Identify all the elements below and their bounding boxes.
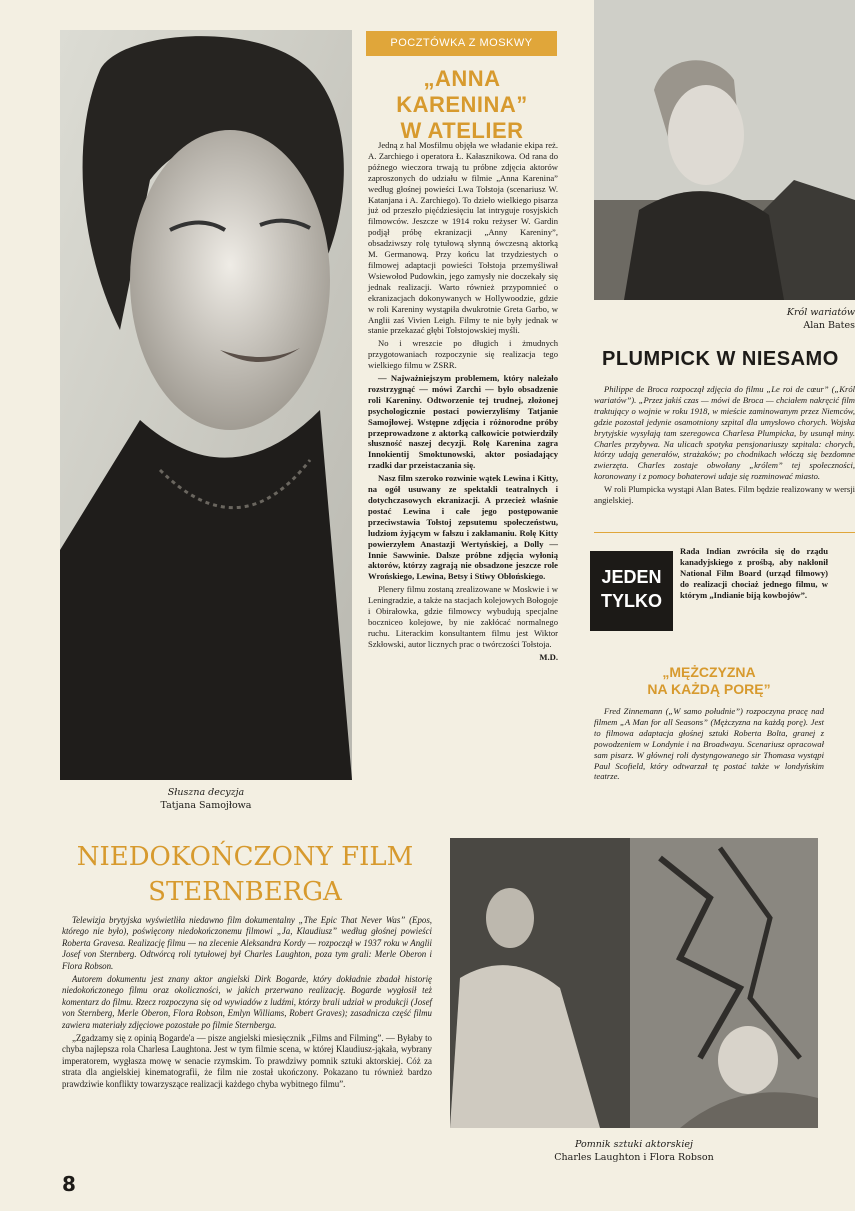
sternberg-paragraph: Autorem dokumentu jest znany aktor angielski Dirk Bogarde, który dokładnie zbadał historię niedokończonego filmu oraz okoliczności, w jakich przerwano realizację. Bogarde wygłosił też komentarz do filmu. Rzecz rozpoczyna się od wywiadów z ludźmi, którzy brali udział w produkcji (Josef von Sternberg, Merle Oberon, Flora Robson, Emlyn Williams, Robert Graves); zasadnicza część filmu zawiera materiały zdjęciowe pozostałe po filmie Sternberga. (62, 974, 432, 1030)
sternberg-article-body (62, 915, 432, 1092)
photo-alan-bates (594, 0, 855, 300)
section-divider (594, 532, 855, 533)
portrait-photo-samojlowa (60, 30, 352, 780)
photo-laughton-robson (450, 838, 818, 1128)
sternberg-paragraph: Telewizja brytyjska wyświetliła niedawno film dokumentalny „The Epic That Never Was” (Epos, którego nie było), poświęcony niedokończonemu filmowi „Ja, Klaudiusz” według głośnej powieści Roberta Gravesa. Realizację filmu — na zlecenie Aleksandra Kordy — rozpoczął w 1937 roku w Anglii Josef von Sternberg. Odtwórcą roli tytułowej był Charles Laughton, poza tym grali: Merle Oberon i Flora Robson. (62, 915, 432, 971)
anna-paragraph: No i wreszcie po długich i żmudnych przygotowaniach rozpoczynie się realizacja tego wielkiego filmu w ZSRR. (368, 338, 558, 371)
jeden-tylko-text: Rada Indian zwróciła się do rządu kanadyjskiego z prośbą, aby nakłonił National Film Board (urząd filmowy) do realizacji chociaż jednego filmu, w którym „Indianie biją kowbojów”. (680, 546, 828, 600)
portrait-caption (60, 786, 352, 812)
section-tag: POCZTÓWKA Z MOSKWY (366, 31, 557, 56)
jeden-tylko-line2: TYLKO (601, 591, 662, 611)
jeden-tylko-box (590, 551, 673, 631)
laughton-caption (450, 1138, 818, 1164)
portrait-caption-names: Tatjana Samojłowa (160, 800, 252, 811)
anna-headline (362, 66, 562, 144)
laughton-caption-names: Charles Laughton i Flora Robson (554, 1152, 714, 1163)
plumpick-headline: PLUMPICK W NIESAMO (602, 348, 839, 370)
mezczyzna-headline-line1: „MĘŻCZYZNA (662, 664, 756, 680)
sternberg-paragraph: „Zgadzamy się z opinią Bogarde'a — pisze angielski miesięcznik „Films and Filming”. — Byłaby to chyba najlepsza rola Charlesa Laughtona. Jest w tym filmie scena, w której Klaudiusz-jąkała, wybrany imperatorem, wygłasza mowę w senacie rzymskim. To prawdziwy pomnik sztuki aktorskiej. Cóż za strata dla angielskiej kinematografii, że film nie został ukończony. Pokazano tu również bardzo prawdziwie konflikty towarzyszące realizacji każdego chyba wybitnego filmu”. (62, 1033, 432, 1089)
anna-paragraph: Plenery filmu zostaną zrealizowane w Moskwie i w Leningradzie, a także na stacjach kolejowych Bołogoje i Obirałowka, gdzie filmowcy wybudują specjalne boczniceo kolejowe, by nie zakłócać normalnego ruchu. Literackim konsultantem filmu jest Wiktor Szkłowski, autor licznych prac o twórczości Tołstoja. (368, 584, 558, 649)
jeden-tylko-line1: JEDEN (601, 567, 662, 587)
anna-headline-line2: W ATELIER (400, 118, 524, 143)
alan-bates-caption-name: Alan Bates (803, 320, 855, 331)
sternberg-headline-line1: NIEDOKOŃCZONY FILM (76, 842, 414, 872)
plumpick-paragraph: Philippe de Broca rozpoczął zdjęcia do filmu „Le roi de cœur” („Król wariatów”). „Przez jakiś czas — mówi de Broca — chciałem nakręcić film traktujący o wojnie w roku 1918, w mieście zaminowanym przez Niemców, gdzie pozostał jedynie osamotniony szpital dla umysłowo chorych. Wojska brytyjskie wysyłają tam szeregowca Charlesa Plumpicka, by usunął miny. Charles przybywa. Na ulicach spotyka pensjonariuszy szpitala: chorych, którzy udają generałów, strażaków; po chodnikach włóczą się bezdomne zwierzęta. Charles zostaje obwołany „królem” tej społeczności, koronowany i z pomocy bohaterowi udaje się rozminować miasto. (594, 384, 855, 482)
sternberg-headline-line2: STERNBERGA (148, 877, 342, 907)
sternberg-headline (58, 840, 432, 910)
mezczyzna-headline-line2: NA KAŻDĄ PORĘ” (647, 681, 771, 697)
plumpick-paragraph: W roli Plumpicka wystąpi Alan Bates. Film będzie realizowany w wersji angielskiej. (594, 484, 855, 506)
anna-paragraph: Nasz film szeroko rozwinie wątek Lewina i Kitty, na ogół usuwany ze spektakli teatralnych i dotychczasowych ekranizacji. A przecież właśnie postać Lewina i całe jego postępowanie przeciwstawia Tołstoj zepsutemu społeczeństwu, ludziom żyjącym w fałszu i zakłamaniu. Rolę Kitty powierzyłem Anastazji Wertyńskiej, a Dolly — Innie Sawwinie. Dalsze próbne zdjęcia wyłonią aktorów, którzy zagrają nie obsadzone jeszcze role Wrońskiego, Lewina, Betsy i Stiwy Obłońskiego. (368, 473, 558, 582)
anna-headline-line1: „ANNA KARENINA” (396, 66, 528, 117)
mezczyzna-headline (594, 664, 824, 698)
anna-paragraph: — Najważniejszym problemem, który należało rozstrzygnąć — mówi Zarchi — było obsadzenie roli Kareniny. Odtworzenie tej trudnej, złożonej psychologicznie postaci powierzyliśmy Tatjanie Samojłowej. Wstępne zdjęcia i różnorodne próby przeprowadzone z aktorką całkowicie potwierdziły słuszność naszej decyzji. Rolę Karenina zagra Innokientij Smoktunowski, aktor posiadający rzadki dar przeistaczania się. (368, 373, 558, 471)
anna-paragraph: Jedną z hal Mosfilmu objęła we władanie ekipa reż. A. Zarchiego i operatora Ł. Kałasznikowa. Od rana do późnego wieczora trwają tu próbne zdjęcia aktorów zaproszonych do udziału w filmie „Anna Karenina” według głośnej powieści Lwa Tołstoja (scenariusz W. Katanjana i A. Zarchiego). To dzieło wielkiego pisarza już od przeszło pięćdziesięciu lat intryguje rosyjskich filmowców. Jeszcze w 1914 roku reżyser W. Gardin podjął próbę ekranizacji „Anny Kareniny”, obsadziwszy rolę tytułową słynną ówczesną aktorką M. Germanową. Przy końcu lat trzydziestych o filmowej adaptacji powieści Tołstoja przemyśliwał Wsiewołod Pudowkin, jego zamysły nie doczekały się jednak realizacji. Warto również przypomnieć o ekranizacjach dokonywanych w Hollywoodzie, gdzie w roli Kareniny wystąpiła dwukrotnie Greta Garbo, w Anglii zaś Vivien Leigh. Filmy te nie były jednak w stanie przekazać głębi Tołstojowskiej myśli. (368, 140, 558, 336)
anna-signature: M.D. (539, 651, 558, 662)
alan-bates-caption (700, 306, 855, 332)
plumpick-article-body (594, 384, 855, 524)
alan-bates-caption-title: Król wariatów (786, 307, 855, 318)
laughton-caption-title: Pomnik sztuki aktorskiej (574, 1139, 694, 1150)
page-number: 8 (62, 1172, 76, 1196)
anna-article-body (368, 140, 558, 663)
mezczyzna-text: Fred Zinnemann („W samo południe”) rozpoczyna pracę nad filmem „A Man for all Seasons” (Mężczyzna na każdą porę). Jest to filmowa adaptacja głośnej sztuki Roberta Bolta, granej z powodzeniem w Londynie i na Broadwayu. Scenariusz opracował sam pisarz. W głównej roli dystyngowanego sir Thomasa wystąpi Paul Scofield, który odtwarzał tę postać także w londyńskim teatrze. (594, 706, 824, 782)
portrait-caption-title: Słuszna decyzja (167, 787, 245, 798)
